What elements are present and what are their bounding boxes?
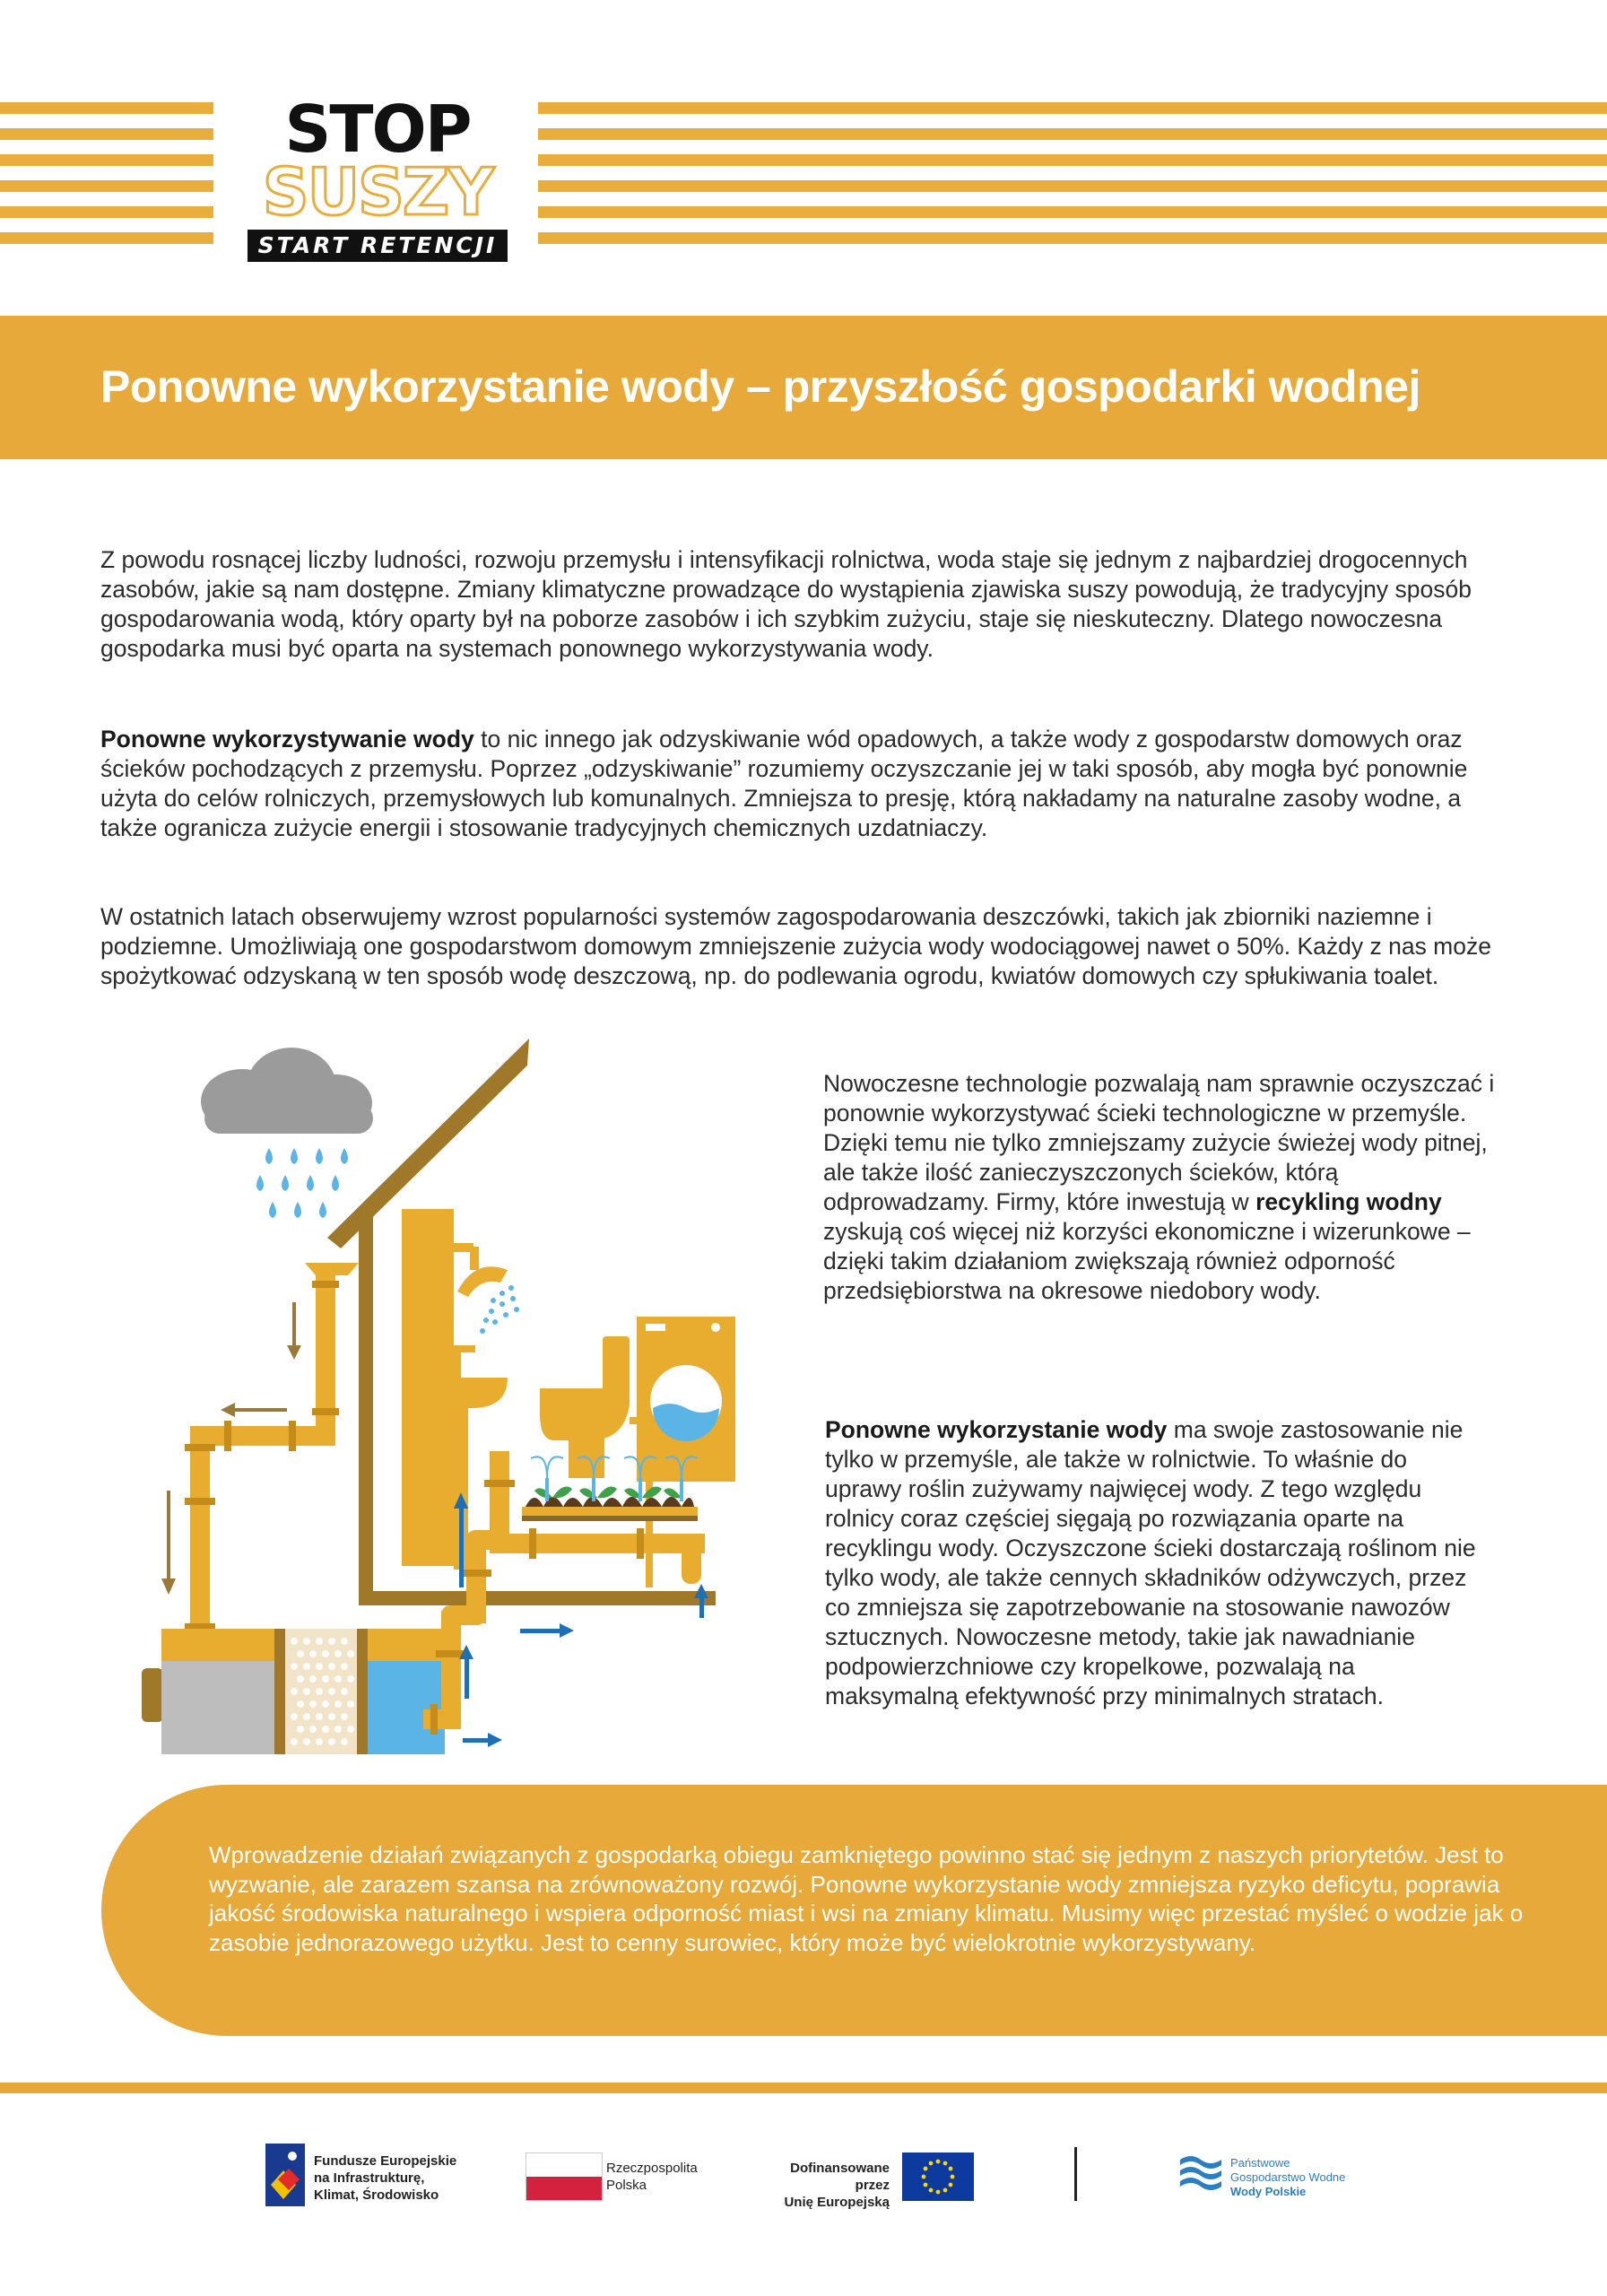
paragraph-industry-bold: recykling wodny <box>1255 1188 1442 1215</box>
rp-logo-text <box>606 2160 698 2194</box>
eu-logo-text <box>762 2160 890 2211</box>
rp-line-1: Rzeczpospolita <box>606 2161 698 2176</box>
eu-line-1: Dofinansowane przez <box>790 2161 890 2193</box>
fe-line-2: na Infrastrukturę, <box>314 2170 425 2186</box>
paragraph-rainwater: W ostatnich latach obserwujemy wzrost popularności systemów zagospodarowania deszczówki, takich jak zbiorniki naziemne i podziemne. Umożliwiają one gospodarstwom domowym zmniejszenie zużycia wody wodociągowej nawet o 50%. Każdy z nas może spożytkować odzyskaną w ten sposób wodę deszczową, np. do podlewania ogrodu, kwiatów domowych czy spłukiwania toalet. <box>100 903 1491 989</box>
footer-logos <box>0 2135 1607 2233</box>
eu-line-2: Unię Europejską <box>784 2195 890 2210</box>
fe-line-3: Klimat, Środowisko <box>314 2187 439 2203</box>
paragraph-agriculture <box>825 1415 1489 1711</box>
page-title: Ponowne wykorzystanie wody – przyszłość gospodarki wodnej <box>100 361 1420 412</box>
wody-polskie-icon <box>1178 2152 1223 2197</box>
title-banner <box>0 316 1607 459</box>
paragraph-reuse-text: to nic innego jak odzyskiwanie wód opadowych, a także wody z gospodarstw domowych oraz ścieków pochodzących z przemysłu. Poprzez „odzyskiwanie” rozumiemy oczyszczanie jej w taki sposób, aby mogła być ponownie użyta do celów rolniczych, przemysłowych lub komunalnych. Zmniejsza to presję, którą nakładamy na naturalne zasoby wodne, a także ogranicza zużycie energii i stosowanie tradycyjnych chemicznych uzdatniaczy. <box>100 726 1468 841</box>
stop-suszy-logo <box>248 91 508 262</box>
logo-line-stop: STOP <box>284 91 471 167</box>
rp-line-2: Polska <box>606 2178 647 2193</box>
conclusion-text: Wprowadzenie działań związanych z gospodarką obiegu zamkniętego powinno stać się jednym z naszych priorytetów. Jest to wyzwanie, ale zarazem szansa na zrównoważony rozwój. Ponowne wykorzystanie wody zmniejsza ryzyko deficytu, poprawia jakość środowiska naturalnego i wspiera odporność miast i wsi na zmiany klimatu. Musimy więc przestać myśleć o wodzie jak o zasobie jednorazowego użytku. Jest to cenny surowiec, który może być wielokrotnie wykorzystywany. <box>209 1841 1524 1956</box>
flag-poland-icon <box>526 2152 603 2201</box>
logo-line-start-retencji: START RETENCJI <box>248 230 508 262</box>
rain-cloud-icon <box>201 1048 373 1218</box>
wp-line-1: Państwowe <box>1230 2156 1290 2170</box>
wp-logo-text <box>1230 2156 1345 2199</box>
water-reuse-illustration <box>135 1031 753 1758</box>
logo-line-suszy: SUSZY <box>262 154 493 230</box>
paragraph-reuse-definition <box>100 725 1499 843</box>
shower-icon <box>454 1243 519 1334</box>
wp-line-2: Gospodarstwo Wodne <box>1230 2170 1346 2184</box>
rain-downpipe <box>185 1263 359 1641</box>
paragraph-reuse-bold: Ponowne wykorzystywanie wody <box>100 726 474 752</box>
footer-divider <box>0 2083 1607 2093</box>
paragraph-industry <box>823 1069 1505 1306</box>
paragraph-agriculture-bold: Ponowne wykorzystanie wody <box>825 1416 1168 1443</box>
conclusion-box <box>101 1785 1607 2036</box>
eu-flag-icon <box>902 2152 974 2201</box>
footer-separator <box>1074 2147 1077 2201</box>
paragraph-agriculture-text: ma swoje zastosowanie nie tylko w przemyśle, ale także w rolnictwie. To właśnie do uprawy roślin zużywamy najwięcej wody. Z tego względu rolnicy coraz częściej sięgają po rozwiązania oparte na recyklingu wody. Oczyszczone ścieki dostarczają roślinom nie tylko wody, ale także cennych składników odżywczych, przez co zmniejsza się zapotrzebowanie na stosowanie nawozów sztucznych. Nowoczesne metody, takie jak nawadnianie podpowierzchniowe czy kropelkowe, pozwalają na maksymalną efektywność przy minimalnych stratach. <box>825 1416 1476 1709</box>
filter-tank-icon <box>142 1629 445 1754</box>
paragraph-industry-after: zyskują coś więcej niż korzyści ekonomiczne i wizerunkowe – dzięki takim działaniom zwiększają również odporność przedsiębiorstwa na okresowe niedobory wody. <box>823 1218 1471 1304</box>
intro-paragraph: Z powodu rosnącej liczby ludności, rozwoju przemysłu i intensyfikacji rolnictwa, woda staje się jednym z najbardziej drogocennych zasobów, jakie są nam dostępne. Zmiany klimatyczne prowadzące do wystąpienia zjawiska suszy powodują, że tradycyjny sposób gospodarowania wodą, który oparty był na poborze zasobów i ich szybkim zużyciu, staje się nieskuteczny. Dlatego nowoczesna gospodarka musi być oparta na systemach ponownego wykorzystywania wody. <box>100 546 1472 662</box>
fe-line-1: Fundusze Europejskie <box>314 2153 457 2169</box>
fe-logo-icon <box>265 2144 305 2206</box>
paragraph-industry-before: Nowoczesne technologie pozwalają nam sprawnie oczyszczać i ponownie wykorzystywać ścieki technologiczne w przemyśle. Dzięki temu nie tylko zmniejszamy zużycie świeżej wody pitnej, ale także ilość zanieczyszczonych ścieków, którą odprowadzamy. Firmy, które inwestują w <box>823 1070 1495 1215</box>
wp-line-3: Wody Polskie <box>1230 2185 1307 2198</box>
fe-logo-text <box>314 2152 456 2204</box>
